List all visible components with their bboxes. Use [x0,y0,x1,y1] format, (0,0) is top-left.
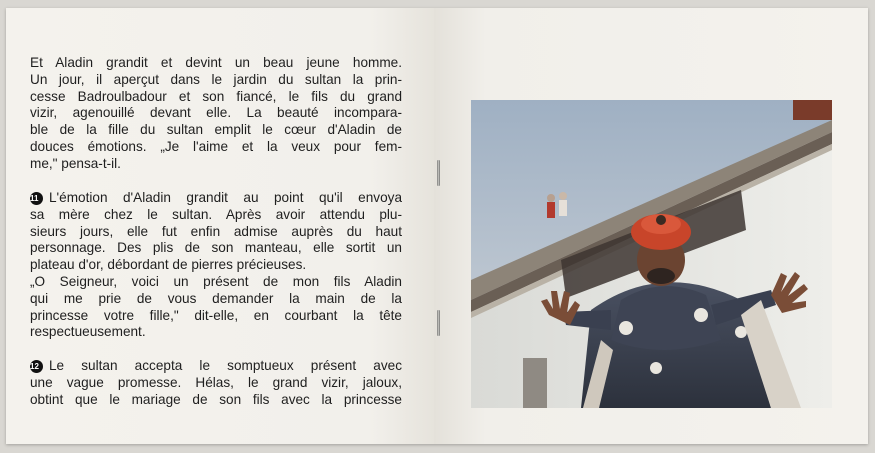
staple-bottom [437,310,440,336]
paragraph-number-badge: 11 [30,192,43,205]
text-line: me," pensa-t-il. [30,155,121,171]
rooftop-ornament [793,100,832,120]
text-line: qui me prie de vous demander la main de la [30,290,402,306]
text-line: vizir, agenouillé devant elle. La beauté incompara- [30,105,402,121]
text-line-content: L'émotion d'Aladin grandit au point qu'il envoya [49,190,402,205]
text-line [30,358,402,375]
text-line-content: Le sultan accepta le somptueux présent avec [49,358,402,373]
paragraph-12 [30,358,402,408]
text-line [30,190,402,207]
paragraph-number-badge: 12 [30,360,43,373]
text-line: „O Seigneur, voici un présent de mon fils Aladin [30,273,402,289]
text-line: sieurs jours, elle fut enfin admise auprès du haut [30,223,402,239]
text-line: cesse Badroulbadour et son fiancé, le fils du grand [30,88,402,104]
paragraph-1 [30,55,402,173]
text-line: Et Aladin grandit et devint un beau jeune homme. [30,55,402,70]
text-line: une vague promesse. Hélas, le grand vizir, jaloux, [30,374,402,390]
text-line: ble de la fille du sultan emplit le cœur d'Aladin de [30,122,402,138]
paragraph-11 [30,190,402,341]
staple-top [437,160,440,186]
text-line: personnage. Des plis de son manteau, elle sortit un [30,240,402,256]
text-line: Un jour, il aperçut dans le jardin du sultan la prin- [30,71,402,87]
text-line: respectueusement. [30,324,146,340]
illustration-photo [471,100,832,408]
text-line: douces émotions. „Je l'aime et la veux pour fem- [30,138,402,154]
text-line: princesse votre fille," dit-elle, en courbant la tête [30,307,402,323]
text-line: sa mère chez le sultan. Après avoir attendu plu- [30,206,402,222]
text-line: obtint que le mariage de son fils avec la princesse [30,391,402,407]
text-line: plateau d'or, débordant de pierres précieuses. [30,257,307,273]
stone-post [523,358,547,408]
